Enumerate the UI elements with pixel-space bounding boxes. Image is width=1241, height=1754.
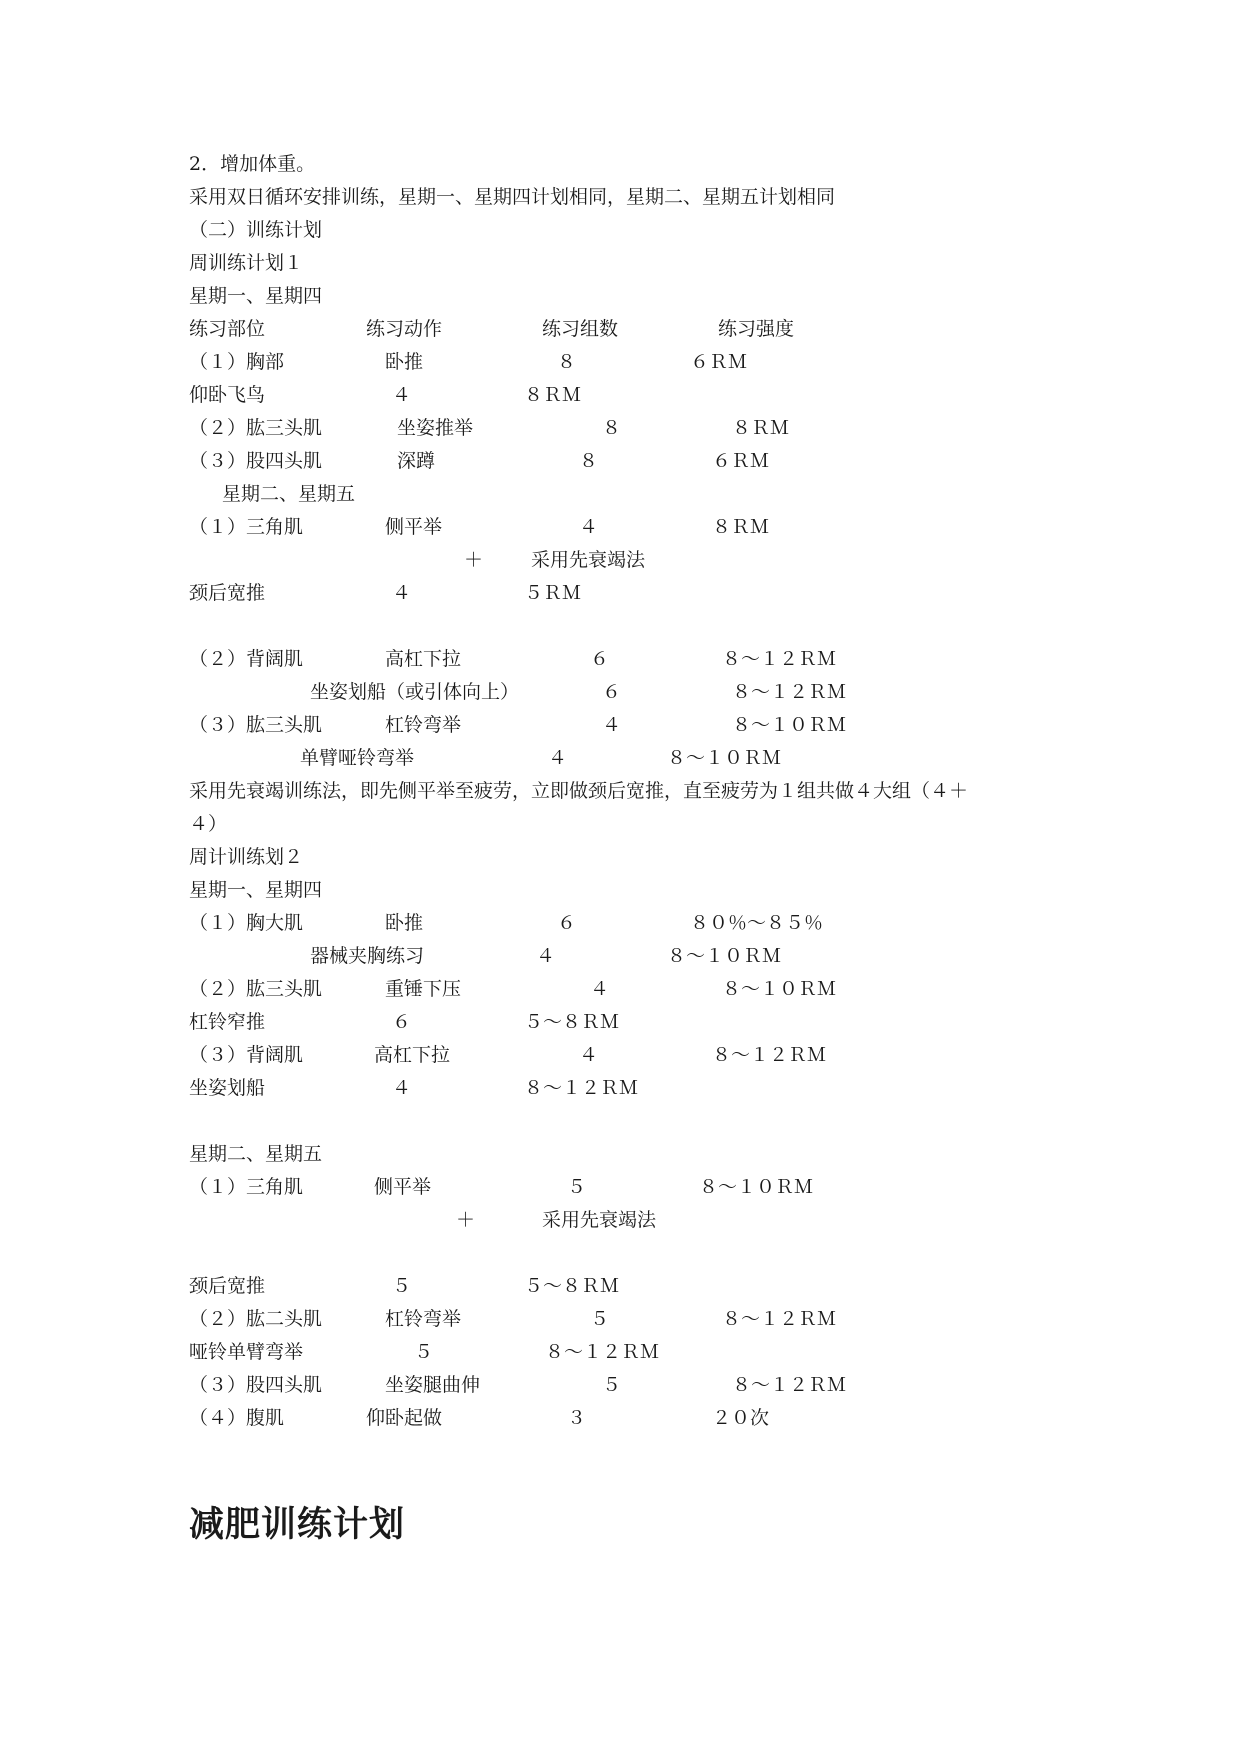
text-line bbox=[0, 544, 1241, 577]
text-line bbox=[0, 181, 1241, 214]
text-line bbox=[0, 412, 1241, 445]
table-cell: ５ bbox=[602, 1374, 622, 1396]
table-cell: ６ bbox=[557, 912, 577, 934]
text-line bbox=[0, 1072, 1241, 1105]
text-line bbox=[0, 1402, 1241, 1435]
table-cell: 侧平举 bbox=[385, 516, 443, 538]
text-line bbox=[0, 742, 1241, 775]
line-text: （３）肱三头肌 bbox=[189, 714, 323, 736]
line-text: ４） bbox=[189, 813, 228, 835]
table-cell: ８ＲＭ bbox=[524, 384, 582, 406]
text-line bbox=[0, 1171, 1241, 1204]
text-line bbox=[0, 346, 1241, 379]
line-text: （２）肱二头肌 bbox=[189, 1308, 323, 1330]
text-line bbox=[0, 709, 1241, 742]
table-cell: ８～１２ＲＭ bbox=[732, 681, 847, 703]
table-cell: 卧推 bbox=[385, 351, 424, 373]
line-text: （２）肱三头肌 bbox=[189, 417, 323, 439]
table-cell: ５ bbox=[567, 1176, 587, 1198]
table-cell: ６ bbox=[602, 681, 622, 703]
line-text: 星期一、星期四 bbox=[189, 285, 323, 307]
table-cell: 高杠下拉 bbox=[385, 648, 462, 670]
line-text: 颈后宽推 bbox=[189, 1275, 266, 1297]
line-text: 周计训练划２ bbox=[189, 846, 304, 868]
table-cell: ３ bbox=[567, 1407, 587, 1429]
table-cell: ２０次 bbox=[712, 1407, 770, 1429]
table-cell: ８～１２ＲＭ bbox=[732, 1374, 847, 1396]
text-line bbox=[0, 841, 1241, 874]
table-cell: 采用先衰竭法 bbox=[542, 1209, 657, 1231]
table-cell: ８ＲＭ bbox=[732, 417, 790, 439]
line-text: （３）背阔肌 bbox=[189, 1044, 304, 1066]
text-line bbox=[0, 1369, 1241, 1402]
line-text: 杠铃窄推 bbox=[189, 1011, 266, 1033]
table-cell: 坐姿腿曲伸 bbox=[385, 1374, 481, 1396]
table-cell: ４ bbox=[392, 384, 412, 406]
line-text: 器械夹胸练习 bbox=[310, 945, 425, 967]
text-line bbox=[0, 775, 1241, 808]
text-line bbox=[0, 247, 1241, 280]
line-text: 单臂哑铃弯举 bbox=[300, 747, 415, 769]
table-cell: 仰卧起做 bbox=[366, 1407, 443, 1429]
table-cell: ８ bbox=[602, 417, 622, 439]
table-cell: ４ bbox=[579, 1044, 599, 1066]
text-line bbox=[0, 379, 1241, 412]
text-line bbox=[0, 445, 1241, 478]
line-text: 周训练计划１ bbox=[189, 252, 304, 274]
line-text: （２）肱三头肌 bbox=[189, 978, 323, 1000]
table-cell: ６ＲＭ bbox=[712, 450, 770, 472]
table-cell: ４ bbox=[590, 978, 610, 1000]
line-text: 练习部位 bbox=[189, 318, 266, 340]
table-cell: ８～１０ＲＭ bbox=[699, 1176, 814, 1198]
table-cell: ８ bbox=[557, 351, 577, 373]
table-cell: ４ bbox=[548, 747, 568, 769]
text-line bbox=[0, 214, 1241, 247]
line-text: （１）三角肌 bbox=[189, 1176, 304, 1198]
table-cell: ８～１２ＲＭ bbox=[712, 1044, 827, 1066]
table-cell: ５ bbox=[590, 1308, 610, 1330]
table-cell: ８～１０ＲＭ bbox=[667, 945, 782, 967]
table-cell: ５ bbox=[392, 1275, 412, 1297]
line-text: 2．增加体重。 bbox=[189, 153, 316, 175]
table-cell: ５～８ＲＭ bbox=[524, 1275, 620, 1297]
text-line bbox=[0, 1006, 1241, 1039]
line-text: （二）训练计划 bbox=[189, 219, 323, 241]
line-text: （１）胸部 bbox=[189, 351, 285, 373]
text-line bbox=[0, 1270, 1241, 1303]
table-cell: ８ bbox=[579, 450, 599, 472]
line-text: 采用双日循环安排训练，星期一、星期四计划相同，星期二、星期五计划相同 bbox=[189, 186, 836, 208]
line-text: 坐姿划船（或引体向上） bbox=[310, 681, 520, 703]
table-cell: ５ bbox=[414, 1341, 434, 1363]
text-line bbox=[0, 577, 1241, 610]
table-cell: 练习动作 bbox=[366, 318, 443, 340]
table-cell: 坐姿推举 bbox=[397, 417, 474, 439]
line-text: （１）三角肌 bbox=[189, 516, 304, 538]
table-cell: 练习组数 bbox=[542, 318, 619, 340]
table-cell: ４ bbox=[392, 582, 412, 604]
text-line bbox=[0, 280, 1241, 313]
text-line bbox=[0, 808, 1241, 841]
table-cell: 深蹲 bbox=[397, 450, 436, 472]
text-line bbox=[0, 907, 1241, 940]
table-cell: ８０％～８５％ bbox=[690, 912, 824, 934]
table-cell: ４ bbox=[579, 516, 599, 538]
text-line bbox=[0, 1138, 1241, 1171]
text-line bbox=[0, 478, 1241, 511]
line-text: 坐姿划船 bbox=[189, 1077, 266, 1099]
table-cell: 侧平举 bbox=[374, 1176, 432, 1198]
line-text: 星期一、星期四 bbox=[189, 879, 323, 901]
text-line bbox=[0, 973, 1241, 1006]
text-line bbox=[0, 511, 1241, 544]
line-text: （４）腹肌 bbox=[189, 1407, 285, 1429]
section-heading: 减肥训练计划 bbox=[189, 1505, 406, 1545]
table-cell: ６ＲＭ bbox=[690, 351, 748, 373]
text-line bbox=[0, 148, 1241, 181]
table-cell: ６ bbox=[590, 648, 610, 670]
line-text: 哑铃单臂弯举 bbox=[189, 1341, 304, 1363]
text-line bbox=[0, 1204, 1241, 1237]
table-cell: ８～１２ＲＭ bbox=[722, 648, 837, 670]
table-cell: ８～１２ＲＭ bbox=[524, 1077, 639, 1099]
text-line bbox=[0, 676, 1241, 709]
table-cell: 练习强度 bbox=[718, 318, 795, 340]
table-cell: 重锤下压 bbox=[385, 978, 462, 1000]
text-line bbox=[0, 1303, 1241, 1336]
line-text: 星期二、星期五 bbox=[189, 1143, 323, 1165]
table-cell: ５～８ＲＭ bbox=[524, 1011, 620, 1033]
text-line bbox=[0, 643, 1241, 676]
table-cell: ８～１０ＲＭ bbox=[732, 714, 847, 736]
table-cell: ８～１２ＲＭ bbox=[722, 1308, 837, 1330]
table-cell: 卧推 bbox=[385, 912, 424, 934]
table-cell: ８～１０ＲＭ bbox=[722, 978, 837, 1000]
table-cell: 高杠下拉 bbox=[374, 1044, 451, 1066]
table-cell: ４ bbox=[392, 1077, 412, 1099]
line-text: 颈后宽推 bbox=[189, 582, 266, 604]
table-cell: ５ＲＭ bbox=[524, 582, 582, 604]
table-cell: ４ bbox=[602, 714, 622, 736]
table-cell: ８～１２ＲＭ bbox=[545, 1341, 660, 1363]
table-cell: 杠铃弯举 bbox=[385, 1308, 462, 1330]
line-text: ＋ bbox=[456, 1209, 476, 1231]
table-cell: ６ bbox=[392, 1011, 412, 1033]
table-cell: ４ bbox=[536, 945, 556, 967]
text-line bbox=[0, 1039, 1241, 1072]
table-cell: ８～１０ＲＭ bbox=[667, 747, 782, 769]
line-text: （１）胸大肌 bbox=[189, 912, 304, 934]
line-text: 采用先衰竭训练法，即先侧平举至疲劳，立即做颈后宽推，直至疲劳为１组共做４大组（４＋ bbox=[189, 780, 969, 802]
text-line bbox=[0, 940, 1241, 973]
line-text: （３）股四头肌 bbox=[189, 1374, 323, 1396]
text-line bbox=[0, 874, 1241, 907]
table-cell: 采用先衰竭法 bbox=[531, 549, 646, 571]
table-cell: 杠铃弯举 bbox=[385, 714, 462, 736]
line-text: 星期二、星期五 bbox=[222, 483, 356, 505]
text-line bbox=[0, 313, 1241, 346]
table-cell: ８ＲＭ bbox=[712, 516, 770, 538]
text-line bbox=[0, 1336, 1241, 1369]
line-text: 仰卧飞鸟 bbox=[189, 384, 266, 406]
line-text: （３）股四头肌 bbox=[189, 450, 323, 472]
line-text: ＋ bbox=[464, 549, 484, 571]
line-text: （２）背阔肌 bbox=[189, 648, 304, 670]
